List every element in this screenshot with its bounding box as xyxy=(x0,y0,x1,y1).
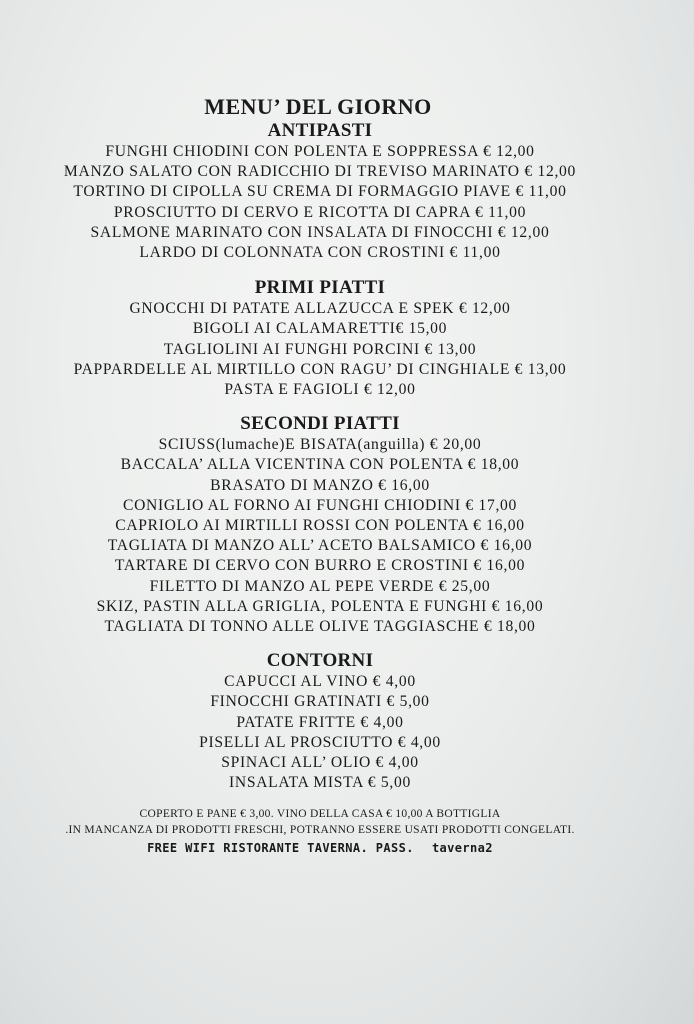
menu-item: PISELLI AL PROSCIUTTO € 4,00 xyxy=(199,733,441,751)
menu-item: CAPRIOLO AI MIRTILLI ROSSI CON POLENTA € 16,00 xyxy=(115,517,525,535)
menu-item: FUNGHI CHIODINI CON POLENTA E SOPPRESSA € 12,00 xyxy=(105,143,535,160)
wifi-network-label: FREE WIFI RISTORANTE TAVERNA. PASS. xyxy=(147,841,414,856)
menu-item: SKIZ, PASTIN ALLA GRIGLIA, POLENTA E FUNGHI € 16,00 xyxy=(96,597,544,615)
menu-item: PAPPARDELLE AL MIRTILLO CON RAGU’ DI CINGHIALE € 13,00 xyxy=(73,360,567,378)
menu-item: GNOCCHI DI PATATE ALLAZUCCA E SPEK € 12,00 xyxy=(129,300,511,318)
menu-footer xyxy=(0,807,640,858)
menu-item: BACCALA’ ALLA VICENTINA CON POLENTA € 18,00 xyxy=(120,456,520,474)
secondi-list xyxy=(0,435,640,637)
menu-item: TAGLIATA DI TONNO ALLE OLIVE TAGGIASCHE € 18,00 xyxy=(104,618,536,636)
menu-title: MENU’ DEL GIORNO xyxy=(204,94,432,119)
section-contorni xyxy=(0,650,640,793)
menu-item: INSALATA MISTA € 5,00 xyxy=(228,774,411,792)
menu-item: LARDO DI COLONNATA CON CROSTINI € 11,00 xyxy=(139,244,501,262)
menu-item: PROSCIUTTO DI CERVO E RICOTTA DI CAPRA € 11,00 xyxy=(113,203,527,221)
menu-item: MANZO SALATO CON RADICCHIO DI TREVISO MARINATO € 12,00 xyxy=(63,163,577,181)
menu-item: BRASATO DI MANZO € 16,00 xyxy=(210,476,430,494)
menu-content xyxy=(0,94,640,858)
wifi-password: taverna2 xyxy=(431,841,493,856)
antipasti-list xyxy=(0,142,640,263)
menu-item: PATATE FRITTE € 4,00 xyxy=(236,713,404,731)
wifi-info xyxy=(0,838,640,858)
frozen-products-disclaimer: .IN MANCANZA DI PRODOTTI FRESCHI, POTRANNO ESSERE USATI PRODOTTI CONGELATI. xyxy=(65,823,575,836)
menu-item: TAGLIOLINI AI FUNGHI PORCINI € 13,00 xyxy=(163,340,477,358)
menu-item: CONIGLIO AL FORNO AI FUNGHI CHIODINI € 17,00 xyxy=(122,496,518,514)
menu-item: TAGLIATA DI MANZO ALL’ ACETO BALSAMICO € 16,00 xyxy=(107,537,533,555)
menu-item: SPINACI ALL’ OLIO € 4,00 xyxy=(221,754,419,772)
menu-item: FILETTO DI MANZO AL PEPE VERDE € 25,00 xyxy=(149,577,491,595)
menu-item: SALMONE MARINATO CON INSALATA DI FINOCCHI € 12,00 xyxy=(90,223,550,241)
section-heading-contorni: CONTORNI xyxy=(266,650,374,672)
menu-item: TARTARE DI CERVO CON BURRO E CROSTINI € 16,00 xyxy=(114,557,526,575)
section-primi-piatti xyxy=(0,277,640,400)
menu-item: SCIUSS(lumache)E BISATA(anguilla) € 20,00 xyxy=(158,436,482,454)
coperto-note: COPERTO E PANE € 3,00. VINO DELLA CASA € 10,00 A BOTTIGLIA xyxy=(139,808,501,821)
section-antipasti xyxy=(0,120,640,263)
menu-item: PASTA E FAGIOLI € 12,00 xyxy=(224,381,416,399)
menu-item: BIGOLI AI CALAMARETTI€ 15,00 xyxy=(192,320,448,338)
menu-item: TORTINO DI CIPOLLA SU CREMA DI FORMAGGIO PIAVE € 11,00 xyxy=(73,183,567,201)
section-heading-primi: PRIMI PIATTI xyxy=(254,277,386,299)
section-heading-antipasti: ANTIPASTI xyxy=(267,120,373,141)
primi-list xyxy=(0,299,640,400)
contorni-list xyxy=(0,672,640,793)
menu-item: FINOCCHI GRATINATI € 5,00 xyxy=(210,693,430,711)
menu-item: CAPUCCI AL VINO € 4,00 xyxy=(224,673,416,691)
section-heading-secondi: SECONDI PIATTI xyxy=(240,413,400,435)
section-secondi-piatti xyxy=(0,413,640,637)
